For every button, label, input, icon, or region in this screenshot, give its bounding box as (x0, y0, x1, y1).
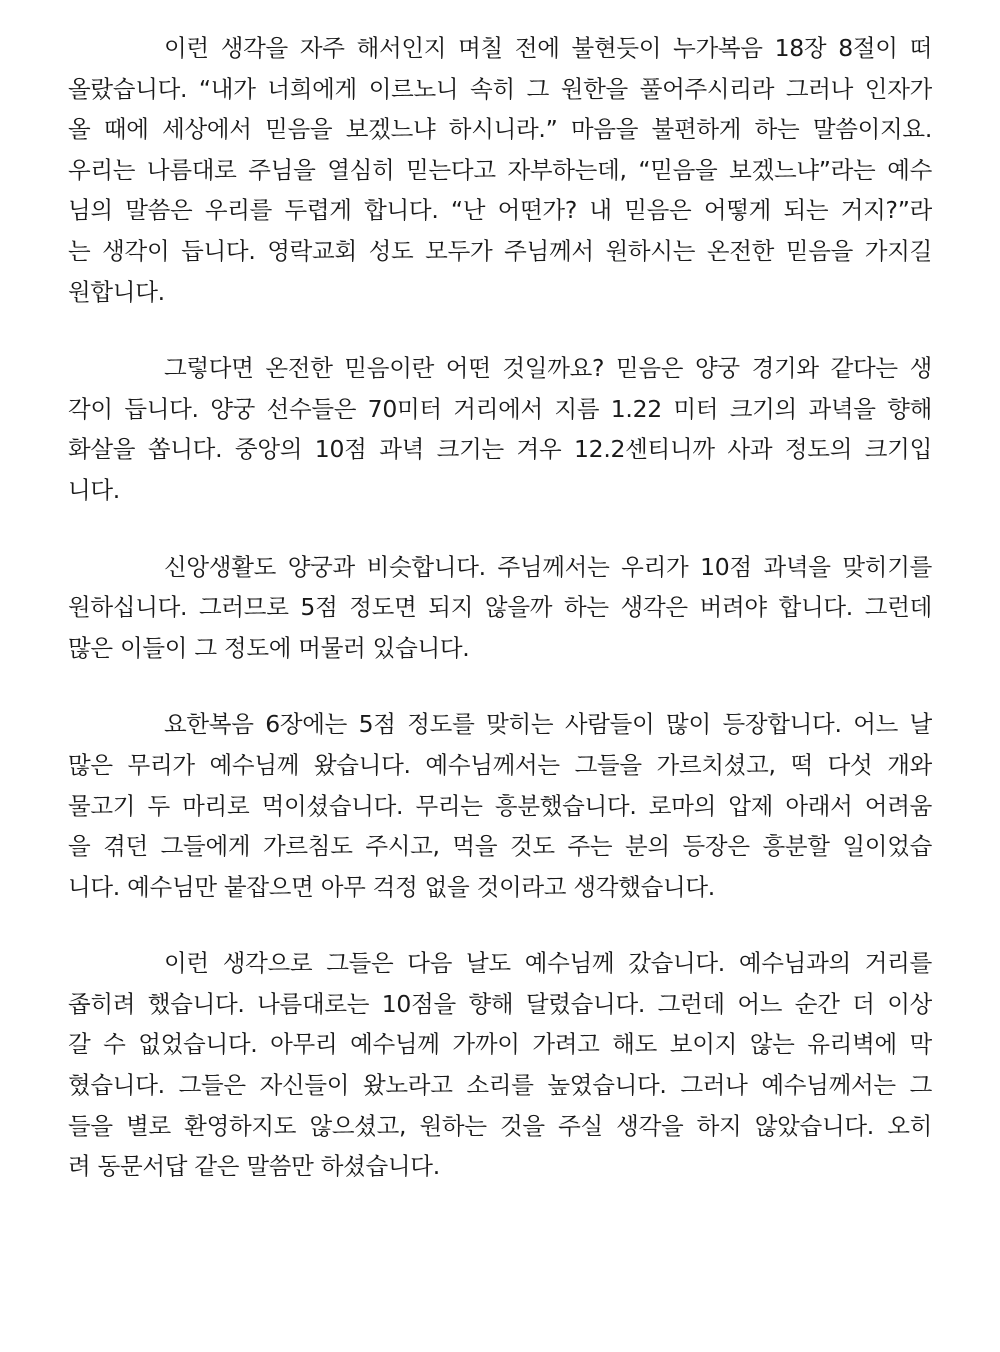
text-line: 많은 이들이 그 정도에 머물러 있습니다. (68, 633, 470, 662)
text-line: 화살을 쏩니다. 중앙의 10점 과녁 크기는 겨우 12.2센티니까 사과 정도의 크기입 (68, 435, 932, 464)
paragraph-3 (68, 547, 932, 669)
text-line: 이런 생각을 자주 해서인지 며칠 전에 불현듯이 누가복음 18장 8절이 떠 (164, 34, 932, 62)
text-line: 좁히려 했습니다. 나름대로는 10점을 향해 달렸습니다. 그런데 어느 순간 더 이상 (68, 989, 932, 1018)
text-line: 올 때에 세상에서 믿음을 보겠느냐 하시니라.” 마음을 불편하게 하는 말씀이지요. (68, 115, 932, 144)
text-line: 님의 말씀은 우리를 두렵게 합니다. “난 어떤가? 내 믿음은 어떻게 되는 거지?”라 (68, 196, 932, 225)
text-line: 원합니다. (68, 277, 165, 306)
paragraph-2 (68, 348, 932, 510)
text-line: 물고기 두 마리로 먹이셨습니다. 무리는 흥분했습니다. 로마의 압제 아래서 어려움 (68, 791, 932, 820)
text-line: 이런 생각으로 그들은 다음 날도 예수님께 갔습니다. 예수님과의 거리를 (164, 949, 932, 978)
text-line: 는 생각이 듭니다. 영락교회 성도 모두가 주님께서 원하시는 온전한 믿음을 가지길 (68, 236, 932, 265)
text-line: 요한복음 6장에는 5점 정도를 맞히는 사람들이 많이 등장합니다. 어느 날 (164, 710, 932, 739)
text-line: 신앙생활도 양궁과 비슷합니다. 주님께서는 우리가 10점 과녁을 맞히기를 (164, 552, 932, 581)
text-line: 우리는 나름대로 주님을 열심히 믿는다고 자부하는데, “믿음을 보겠느냐”라는 예수 (68, 155, 932, 184)
paragraph-5 (68, 943, 932, 1187)
text-line: 니다. (68, 475, 120, 504)
document-page (68, 28, 932, 1223)
paragraph-4 (68, 704, 932, 907)
text-line: 올랐습니다. “내가 너희에게 이르노니 속히 그 원한을 풀어주시리라 그러나 인자가 (68, 74, 932, 103)
text-line: 니다. 예수님만 붙잡으면 아무 걱정 없을 것이라고 생각했습니다. (68, 872, 715, 901)
text-line: 려 동문서답 같은 말씀만 하셨습니다. (68, 1152, 440, 1181)
text-line: 혔습니다. 그들은 자신들이 왔노라고 소리를 높였습니다. 그러나 예수님께서는 그 (68, 1071, 932, 1100)
text-line: 들을 별로 환영하지도 않으셨고, 원하는 것을 주실 생각을 하지 않았습니다. 오히 (68, 1111, 932, 1140)
text-line: 그렇다면 온전한 믿음이란 어떤 것일까요? 믿음은 양궁 경기와 같다는 생 (164, 354, 932, 383)
paragraph-1 (68, 28, 932, 312)
text-line: 갈 수 없었습니다. 아무리 예수님께 가까이 가려고 해도 보이지 않는 유리벽에 막 (68, 1030, 932, 1059)
text-line: 각이 듭니다. 양궁 선수들은 70미터 거리에서 지름 1.22 미터 크기의 과녁을 향해 (68, 394, 932, 423)
text-line: 원하십니다. 그러므로 5점 정도면 되지 않을까 하는 생각은 버려야 합니다. 그런데 (68, 593, 932, 622)
text-line: 을 겪던 그들에게 가르침도 주시고, 먹을 것도 주는 분의 등장은 흥분할 일이었습 (68, 832, 932, 861)
text-line: 많은 무리가 예수님께 왔습니다. 예수님께서는 그들을 가르치셨고, 떡 다섯 개와 (68, 750, 932, 779)
